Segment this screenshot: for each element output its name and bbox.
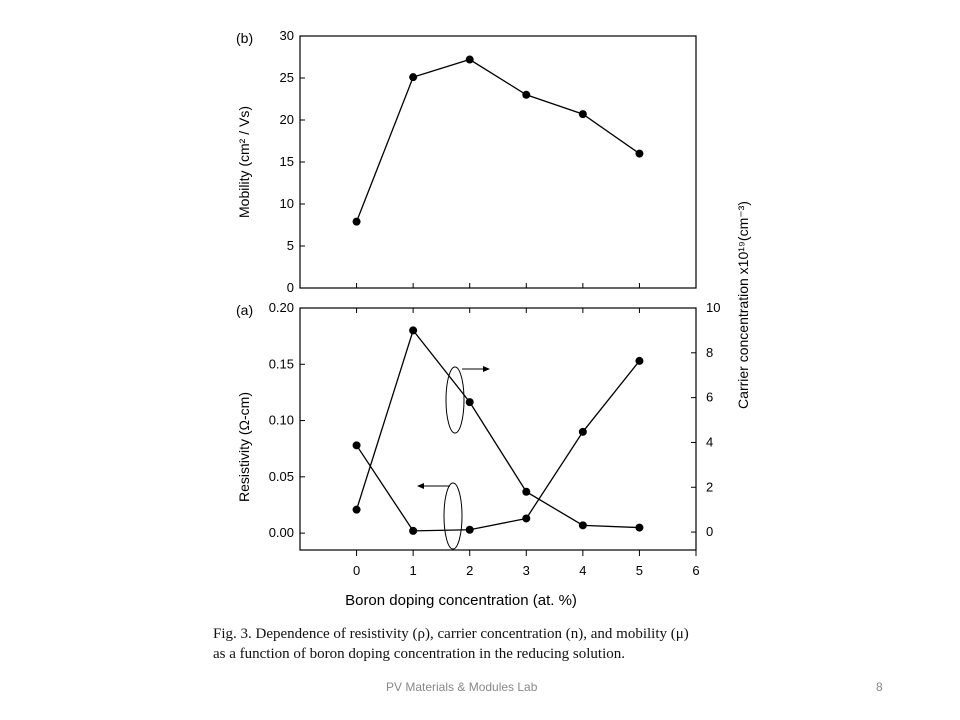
carrier-y-tick-label: 4: [706, 434, 714, 450]
carrier-point: [635, 524, 643, 532]
figure-caption: [213, 624, 773, 664]
mobility-y-tick-label: 0: [286, 280, 294, 295]
panel-label-b: (b): [236, 30, 254, 46]
x-tick-label: 6: [692, 563, 700, 578]
resistivity-carrier-panel: [236, 201, 751, 609]
footer-lab-name: PV Materials & Modules Lab: [386, 680, 538, 694]
resistivity-y-tick-label: 0.20: [268, 300, 294, 315]
carrier-point: [466, 398, 474, 406]
resistivity-point: [522, 514, 530, 522]
x-axis-ticks: [353, 283, 700, 578]
caption-line-2: as a function of boron doping concentration in the reducing solution.: [213, 646, 625, 662]
mobility-axis-title: Mobility (cm² / Vs): [236, 106, 252, 218]
carrier-point: [353, 506, 361, 514]
resistivity-indicator-ellipse: [444, 483, 462, 549]
footer-page-number: 8: [876, 680, 883, 694]
mobility-point: [409, 73, 417, 81]
mobility-y-tick-label: 10: [279, 196, 294, 211]
carrier-y-tick-label: 0: [706, 524, 714, 540]
carrier-axis-title: Carrier concentration x10¹⁹(cm⁻³): [735, 201, 751, 409]
resistivity-axis-indicator: [417, 483, 462, 549]
resistivity-point: [353, 441, 361, 449]
mobility-y-tick-label: 25: [279, 70, 294, 85]
mobility-panel: [236, 28, 696, 295]
carrier-indicator-ellipse: [446, 367, 464, 433]
mobility-series: [353, 56, 644, 226]
carrier-indicator-arrowhead: [483, 366, 490, 372]
resistivity-y-tick-label: 0.05: [268, 468, 294, 484]
mobility-point: [466, 56, 474, 64]
resistivity-point: [579, 428, 587, 436]
mobility-y-tick-label: 15: [279, 154, 294, 169]
carrier-y-tick-label: 10: [706, 300, 721, 315]
x-tick-label: 0: [352, 563, 361, 578]
x-tick-label: 1: [409, 563, 417, 578]
mobility-y-ticks: [280, 28, 305, 295]
resistivity-axis-title: Resistivity (Ω-cm): [236, 391, 252, 503]
mobility-point: [635, 150, 643, 158]
resistivity-indicator-arrowhead: [417, 483, 424, 489]
resistivity-carrier-series: [353, 326, 644, 534]
mobility-y-tick-label: 30: [279, 28, 294, 43]
resistivity-point: [466, 526, 474, 534]
resistivity-point: [409, 527, 417, 535]
carrier-y-tick-label: 2: [706, 479, 714, 495]
carrier-point: [579, 521, 587, 529]
x-axis-title: Boron doping concentration (at. %): [345, 592, 577, 609]
x-tick-label: 3: [522, 563, 530, 578]
resistivity-y-tick-label: 0.15: [268, 356, 294, 372]
resistivity-plot-frame: [300, 308, 696, 550]
x-tick-label: 2: [466, 563, 474, 578]
resistivity-y-tick-label: 0.00: [268, 525, 294, 541]
carrier-y-tick-label: 6: [706, 389, 714, 405]
mobility-point: [353, 218, 361, 226]
panel-label-a: (a): [236, 302, 254, 318]
mobility-plot-frame: [300, 36, 696, 288]
x-tick-label: 5: [635, 563, 644, 578]
carrier-line: [357, 330, 640, 527]
mobility-y-tick-label: 5: [286, 238, 294, 253]
resistivity-y-tick-label: 0.10: [268, 412, 294, 428]
carrier-point: [409, 326, 417, 334]
carrier-point: [522, 488, 530, 496]
x-tick-label: 4: [579, 563, 587, 578]
mobility-point: [522, 91, 530, 99]
resistivity-point: [635, 357, 643, 365]
caption-line-1: Fig. 3. Dependence of resistivity (ρ), carrier concentration (n), and mobility (μ): [213, 626, 689, 642]
carrier-y-tick-label: 8: [706, 344, 714, 360]
mobility-point: [579, 110, 587, 118]
mobility-y-tick-label: 20: [279, 112, 294, 127]
mobility-line: [357, 60, 640, 222]
